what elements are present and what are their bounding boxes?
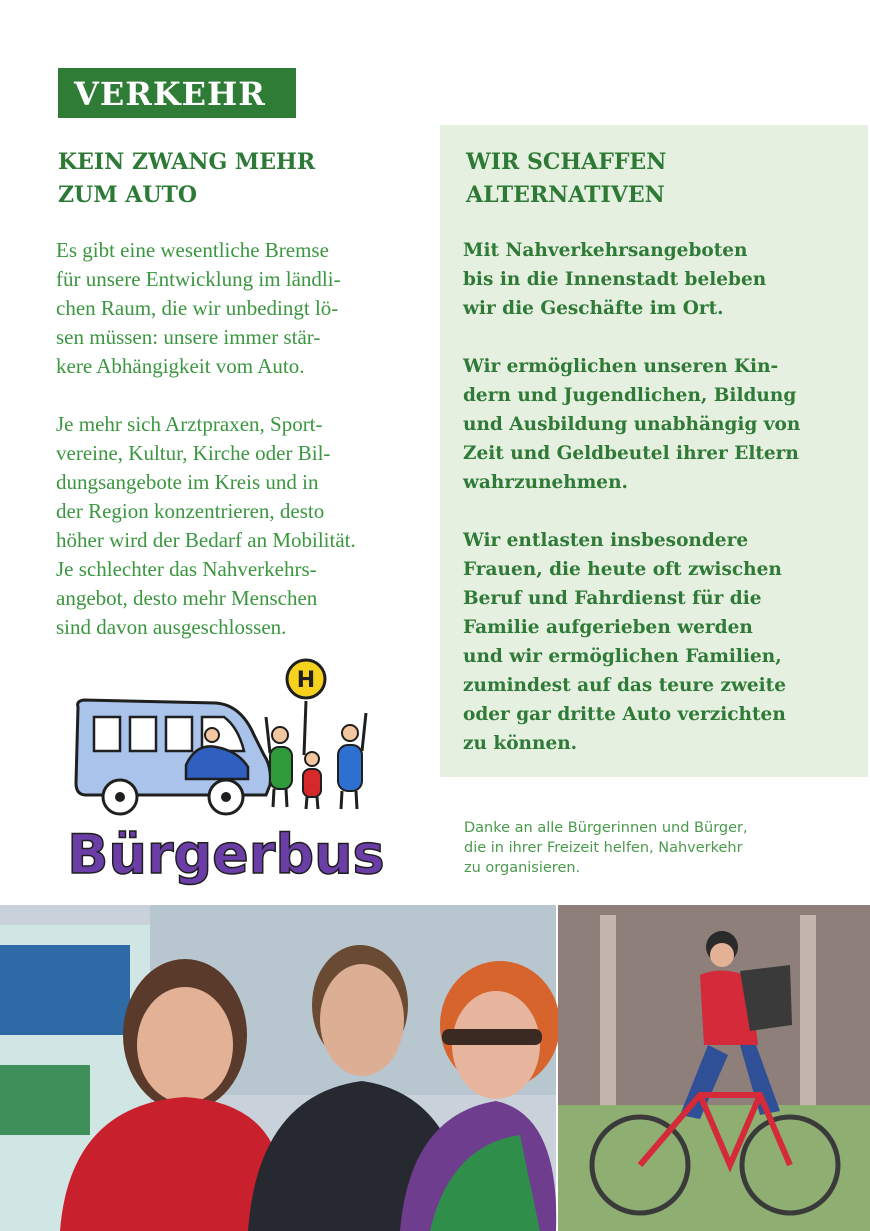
text-line: Familie aufgerieben werden	[463, 617, 753, 638]
wheel-hub	[115, 792, 125, 802]
text-line: für unsere Entwicklung im ländli-	[56, 267, 341, 291]
text-line: zu können.	[463, 733, 578, 754]
bus-window	[130, 717, 156, 751]
person-red	[303, 752, 321, 809]
text-line: zu organisieren.	[464, 860, 581, 876]
text-line: angebot, desto mehr Menschen	[56, 586, 318, 610]
stop-sign-letter: H	[296, 668, 316, 693]
text-line: Frauen, die heute oft zwischen	[463, 559, 782, 580]
person-green	[266, 717, 292, 807]
text-line: oder gar dritte Auto verzichten	[463, 704, 786, 725]
text-line: Mit Nahverkehrsangeboten	[463, 240, 748, 261]
text-line: Zeit und Geldbeutel ihrer Eltern	[463, 443, 799, 464]
text-line: Je mehr sich Arztpraxen, Sport-	[56, 412, 323, 436]
buergerbus-logo	[66, 655, 386, 900]
text-line: bis in die Innenstadt beleben	[463, 269, 767, 290]
right-heading	[466, 146, 846, 212]
text-line: dungsangebote im Kreis und in	[56, 470, 319, 494]
text-line: chen Raum, die wir unbedingt lö-	[56, 296, 339, 320]
left-heading-line1: KEIN ZWANG MEHR	[58, 149, 316, 175]
text-line: sind davon ausgeschlossen.	[56, 615, 287, 639]
left-heading	[58, 146, 418, 212]
text-line: zumindest auf das teure zweite	[463, 675, 787, 696]
text-line: Es gibt eine wesentliche Bremse	[56, 238, 329, 262]
column	[800, 915, 816, 1105]
text-line: sen müssen: unsere immer stär-	[56, 325, 321, 349]
right-heading-line1: WIR SCHAFFEN	[466, 149, 667, 175]
train-stripe	[0, 1065, 90, 1135]
thanks-note	[464, 818, 824, 878]
text-line: Danke an alle Bürgerinnen und Bürger,	[464, 820, 748, 836]
wheel-hub	[221, 792, 231, 802]
right-paragraph-2	[463, 352, 848, 497]
text-line: und wir ermöglichen Familien,	[463, 646, 782, 667]
text-line: die in ihrer Freizeit helfen, Nahverkehr	[464, 840, 743, 856]
text-line: Wir ermöglichen unseren Kin-	[463, 356, 779, 377]
text-line: vereine, Kultur, Kirche oder Bil-	[56, 441, 331, 465]
text-line: wir die Geschäfte im Ort.	[463, 298, 724, 319]
right-heading-line2: ALTERNATIVEN	[466, 182, 665, 208]
text-line: der Region konzentrieren, desto	[56, 499, 325, 523]
text-line: und Ausbildung unabhängig von	[463, 414, 801, 435]
right-paragraph-1	[463, 236, 848, 323]
text-line: Beruf und Fahrdienst für die	[463, 588, 762, 609]
right-paragraph-3	[463, 526, 848, 758]
driver-head	[205, 728, 219, 742]
text-line: höher wird der Bedarf an Mobilität.	[56, 528, 356, 552]
left-paragraph-1	[56, 236, 428, 381]
stop-pole	[304, 701, 306, 755]
bus-window	[166, 717, 192, 751]
person-blue	[338, 713, 366, 809]
buergerbus-wordmark: Bürgerbus	[67, 823, 385, 886]
text-line: wahrzunehmen.	[463, 472, 628, 493]
photo-strip	[0, 905, 870, 1231]
left-heading-line2: ZUM AUTO	[58, 182, 198, 208]
train-window	[0, 945, 130, 1035]
text-line: kere Abhängigkeit vom Auto.	[56, 354, 305, 378]
left-paragraph-2	[56, 410, 428, 642]
text-line: Wir entlasten insbesondere	[463, 530, 749, 551]
column	[600, 915, 616, 1105]
section-badge: VERKEHR	[58, 68, 296, 118]
bus-window	[94, 717, 120, 751]
text-line: dern und Jugendlichen, Bildung	[463, 385, 797, 406]
text-line: Je schlechter das Nahverkehrs-	[56, 557, 317, 581]
